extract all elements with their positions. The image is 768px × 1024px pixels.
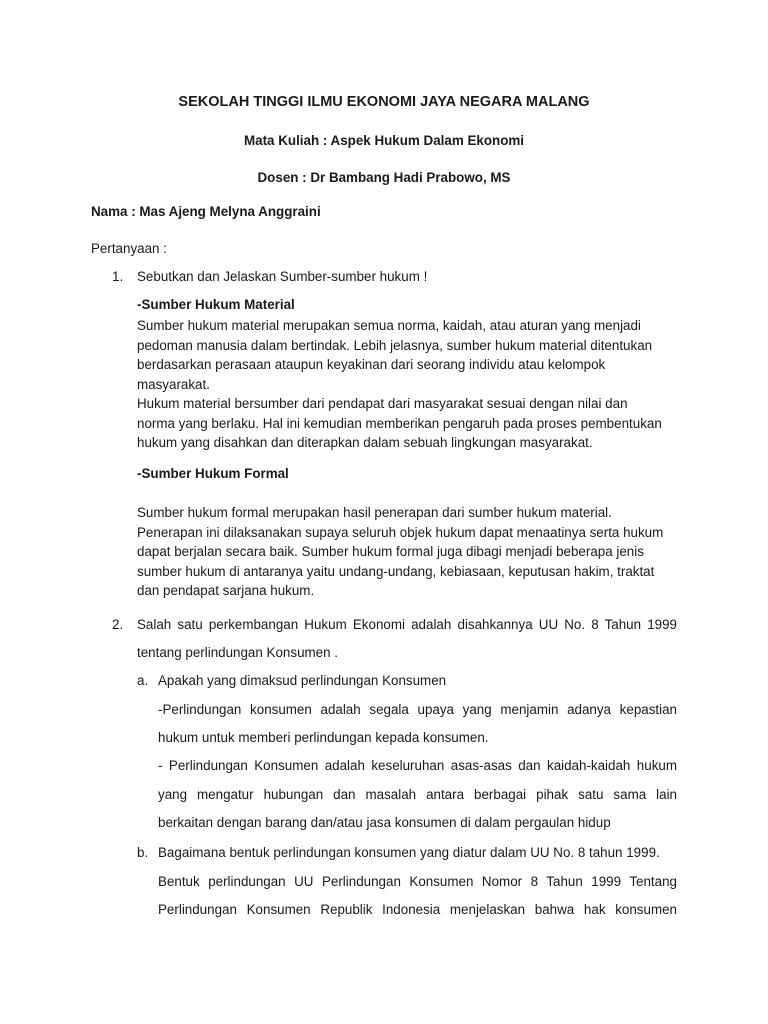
student-name-line: Nama : Mas Ajeng Melyna Anggraini [91,204,321,219]
material-line: Hukum material bersumber dari pendapat dari masyarakat sesuai dengan nilai dan [137,396,628,411]
formal-line: sumber hukum di antaranya yaitu undang-undang, kebiasaan, keputusan hakim, traktat [137,563,655,579]
q2a-question: Apakah yang dimaksud perlindungan Konsumen [158,673,447,688]
q2b-answer-line: Bentuk perlindungan UU Perlindungan Konsumen Nomor 8 Tahun 1999 Tentang [158,874,677,889]
formal-line: dan pendapat sarjana hukum. [137,583,315,598]
q2a-answer-line: - Perlindungan Konsumen adalah keseluruhan asas-asas dan kaidah-kaidah hukum [158,758,677,773]
material-line: hukum yang disahkan dan diterapkan dalam sebuah lingkungan masyarakat. [137,435,593,450]
q2a-answer-line: hukum untuk memberi perlindungan kepada konsumen. [158,730,489,745]
formal-line: Sumber hukum formal merupakan hasil penerapan dari sumber hukum material. [137,505,612,520]
formal-line: dapat berjalan secara baik. Sumber hukum formal juga dibagi menjadi beberapa jenis [137,544,644,559]
q2a-answer-line: yang mengatur hubungan dan masalah antara berbagai pihak satu sama lain [158,787,677,802]
material-line: berdasarkan perasaan ataupun keyakinan dari seorang individu atau kelompok [137,357,606,372]
material-heading: -Sumber Hukum Material [137,297,295,312]
formal-paragraph [137,503,677,601]
institution-title: SEKOLAH TINGGI ILMU EKONOMI JAYA NEGARA MALANG [178,94,590,110]
q1-number: 1. [112,269,124,284]
q2-number: 2. [112,617,124,632]
material-line: Sumber hukum material merupakan semua norma, kaidah, atau aturan yang menjadi [137,318,641,333]
questions-intro: Pertanyaan : [91,241,167,256]
formal-heading: -Sumber Hukum Formal [137,466,289,481]
formal-line: Penerapan ini dilaksanakan supaya seluruh objek hukum dapat menaatinya serta hukum [137,524,664,540]
q2b-marker: b. [137,845,149,860]
material-line: masyarakat. [137,376,210,392]
q2b-question: Bagaimana bentuk perlindungan konsumen yang diatur dalam UU No. 8 tahun 1999. [158,845,660,860]
q2-intro-line: Salah satu perkembangan Hukum Ekonomi adalah disahkannya UU No. 8 Tahun 1999 [137,617,677,632]
q2a-marker: a. [137,673,149,688]
course-line: Mata Kuliah : Aspek Hukum Dalam Ekonomi [243,133,525,148]
q1-question: Sebutkan dan Jelaskan Sumber-sumber hukum ! [137,269,428,284]
q2a-answer-line: -Perlindungan konsumen adalah segala upaya yang menjamin adanya kepastian [158,702,677,717]
material-line: norma yang berlaku. Hal ini kemudian memberikan pengaruh pada proses pembentukan [137,415,662,431]
material-paragraph [137,316,677,453]
q2a-answer-line: berkaitan dengan barang dan/atau jasa konsumen di dalam pergaulan hidup [158,815,611,830]
q2-intro-line: tentang perlindungan Konsumen . [137,645,339,660]
material-line: pedoman manusia dalam bertindak. Lebih jelasnya, sumber hukum material ditentukan [137,337,653,353]
q2b-answer-line: Perlindungan Konsumen Republik Indonesia menjelaskan bahwa hak konsumen [158,902,677,917]
lecturer-line: Dosen : Dr Bambang Hadi Prabowo, MS [257,170,511,185]
